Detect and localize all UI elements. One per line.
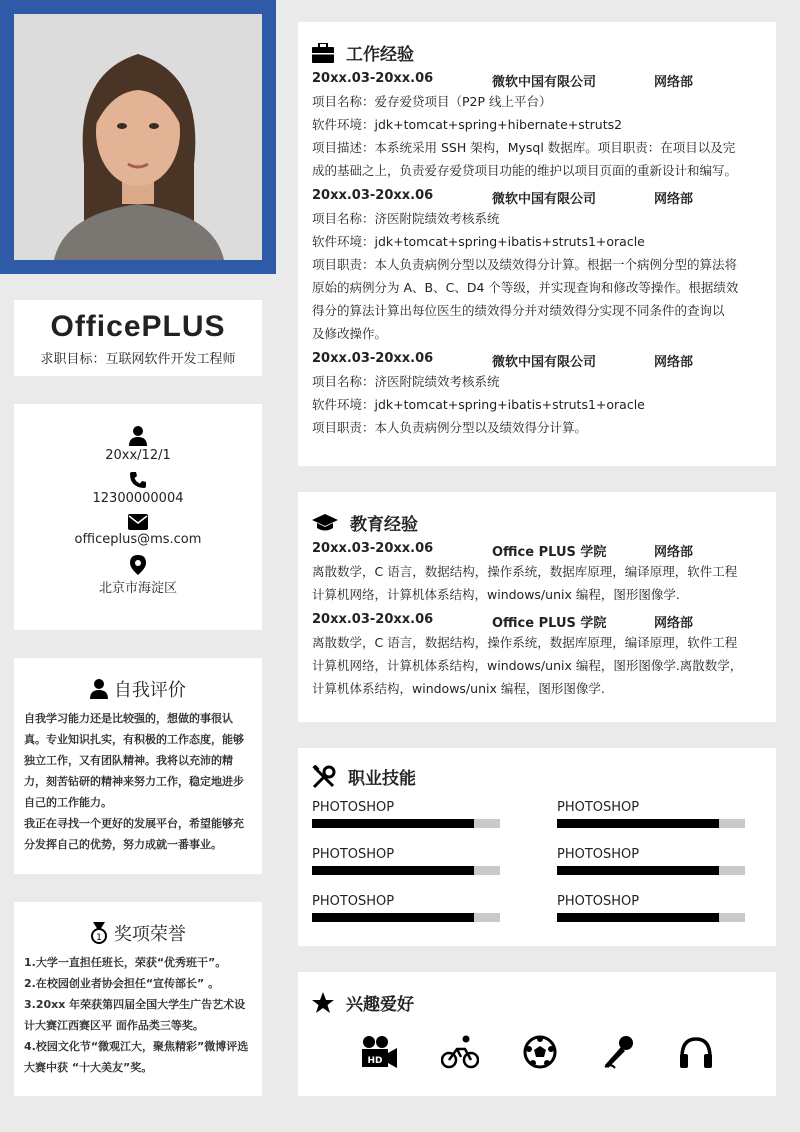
- edu-dept: 网络部: [654, 545, 694, 560]
- location-pin-icon: [130, 555, 146, 575]
- email-text: officeplus@ms.com: [74, 532, 202, 547]
- skill-bar-track: [312, 819, 500, 828]
- edu-line: 离散数学，C 语言，数据结构，操作系统，数据库原理，编译原理，软件工程: [312, 564, 738, 579]
- skill-bar-track: [312, 866, 500, 875]
- hobbies-heading: [298, 972, 776, 1015]
- skill-name: PHOTOSHOP: [557, 847, 640, 862]
- education-heading: [298, 492, 776, 535]
- contact-card: [14, 404, 262, 630]
- work-entry: [298, 71, 776, 182]
- self-evaluation-paragraph: 我正在寻找一个更好的发展平台，希望能够充分发挥自己的优势，努力成就一番事业。: [24, 817, 244, 851]
- education-entry: [298, 612, 776, 700]
- skill-item: [557, 894, 745, 922]
- skills-heading: [298, 748, 776, 789]
- work-line: 项目名称：济医附院绩效考核系统: [312, 211, 500, 226]
- skill-bar-fill: [557, 866, 719, 875]
- football-icon: [523, 1035, 557, 1069]
- work-line: 成的基础之上，负责爱存爱贷项目功能的维护以项目页面的重新设计和编写。: [312, 163, 738, 178]
- skill-name: PHOTOSHOP: [557, 800, 640, 815]
- work-period: 20xx.03-20xx.06: [312, 188, 434, 203]
- svg-text:HD: HD: [367, 1056, 383, 1066]
- edu-line: 计算机体系结构，windows/unix 编程，图形图像学.: [312, 681, 605, 696]
- award-item: 4.校园文化节“微观江大，聚焦精彩”微博评选大赛中获 “十大美友”奖。: [24, 1040, 249, 1074]
- work-line: 项目职责：本人负责病例分型以及绩效得分计算。根据一个病例分型的算法将: [312, 257, 738, 272]
- work-experience-heading: [298, 22, 776, 65]
- profile-name: OfficePLUS: [50, 310, 226, 343]
- profile-photo: [14, 14, 262, 260]
- movie-camera-icon: [360, 1035, 398, 1069]
- work-line: 项目职责：本人负责病例分型以及绩效得分计算。: [312, 420, 588, 435]
- work-company: 微软中国有限公司: [492, 192, 597, 207]
- work-company: 微软中国有限公司: [492, 75, 597, 90]
- self-evaluation-paragraph: 自我学习能力还是比较强的，想做的事很认真。专业知识扎实，有积极的工作态度，能够独立工作，又有团队精神。我将以充沛的精力，刻苦钻研的精神来努力工作，稳定地进步自己的工作能力。: [24, 712, 244, 809]
- work-line: 项目描述：本系统采用 SSH 架构，Mysql 数据库。项目职责：在项目以及完: [312, 140, 736, 155]
- awards-heading: [14, 920, 262, 946]
- edu-school: Office PLUS 学院: [492, 545, 607, 560]
- work-line: 软件环境：jdk+tomcat+spring+hibernate+struts2: [312, 117, 623, 132]
- education-section: [298, 492, 776, 722]
- edu-period: 20xx.03-20xx.06: [312, 612, 434, 627]
- work-line: 软件环境：jdk+tomcat+spring+ibatis+struts1+oracle: [312, 397, 645, 412]
- education-entry: [298, 541, 776, 606]
- awards-title: 奖项荣誉: [113, 924, 186, 945]
- contact-birthday: [14, 426, 262, 463]
- address-text: 北京市海淀区: [98, 581, 177, 596]
- work-dept: 网络部: [654, 355, 694, 370]
- hobbies-section: [298, 972, 776, 1096]
- tools-icon: [312, 765, 336, 789]
- edu-line: 离散数学，C 语言，数据结构，操作系统，数据库原理，编译原理，软件工程: [312, 635, 738, 650]
- awards-card: [14, 902, 262, 1096]
- contact-phone: [14, 471, 262, 506]
- medal-icon: [90, 922, 108, 944]
- work-line: 及修改操作。: [312, 326, 388, 341]
- skill-bar-fill: [312, 913, 474, 922]
- self-evaluation-text: [14, 702, 262, 855]
- hobbies-title: 兴趣爱好: [346, 995, 414, 1015]
- edu-line: 计算机网络，计算机体系结构，windows/unix 编程，图形图像学.: [312, 587, 680, 602]
- edu-school: Office PLUS 学院: [492, 616, 607, 631]
- skill-item: [557, 800, 745, 828]
- skill-name: PHOTOSHOP: [312, 847, 395, 862]
- work-line: 项目名称：济医附院绩效考核系统: [312, 374, 500, 389]
- awards-list: [14, 946, 262, 1078]
- contact-address: [14, 555, 262, 596]
- cycling-icon: [441, 1035, 479, 1069]
- skills-title: 职业技能: [348, 769, 416, 789]
- job-objective: 求职目标：互联网软件开发工程师: [40, 352, 236, 367]
- work-dept: 网络部: [654, 192, 694, 207]
- work-line: 项目名称：爱存爱贷项目（P2P 线上平台）: [312, 94, 552, 109]
- work-line: 原始的病例分为 A、B、C、D4 个等级，并实现查询和修改等操作。根据绩效: [312, 280, 739, 295]
- contact-email: [14, 514, 262, 547]
- skill-bar-fill: [557, 819, 719, 828]
- skill-name: PHOTOSHOP: [557, 894, 640, 909]
- skills-section: [298, 748, 776, 946]
- hobbies-icons: [298, 1035, 776, 1069]
- skill-bar-track: [557, 866, 745, 875]
- work-period: 20xx.03-20xx.06: [312, 71, 434, 86]
- work-period: 20xx.03-20xx.06: [312, 351, 434, 366]
- skill-name: PHOTOSHOP: [312, 800, 395, 815]
- skill-bar-fill: [312, 819, 474, 828]
- person-icon: [90, 679, 108, 699]
- skill-item: [312, 847, 500, 875]
- birthday-text: 20xx/12/1: [105, 448, 171, 463]
- skill-item: [312, 894, 500, 922]
- edu-line: 计算机网络，计算机体系结构，windows/unix 编程，图形图像学.离散数学，: [312, 658, 743, 673]
- skill-name: PHOTOSHOP: [312, 894, 395, 909]
- work-experience-title: 工作经验: [346, 45, 414, 65]
- skill-bar-track: [557, 819, 745, 828]
- self-evaluation-card: [14, 658, 262, 874]
- photo-frame: [0, 0, 276, 274]
- education-title: 教育经验: [350, 515, 418, 535]
- work-company: 微软中国有限公司: [492, 355, 597, 370]
- svg-text:1: 1: [96, 933, 102, 943]
- microphone-icon: [601, 1035, 635, 1069]
- work-line: 软件环境：jdk+tomcat+spring+ibatis+struts1+oracle: [312, 234, 645, 249]
- person-icon: [129, 426, 147, 446]
- work-experience-section: [298, 22, 776, 466]
- skill-item: [557, 847, 745, 875]
- skill-item: [312, 800, 500, 828]
- headphones-icon: [678, 1035, 714, 1069]
- award-item: 2.在校园创业者协会担任“宣传部长” 。: [24, 977, 220, 990]
- briefcase-icon: [312, 43, 334, 63]
- work-line: 得分的算法计算出每位医生的绩效得分并对绩效得分实现不同条件的查询以: [312, 303, 725, 318]
- skill-bar-fill: [312, 866, 474, 875]
- edu-dept: 网络部: [654, 616, 694, 631]
- skill-bar-track: [312, 913, 500, 922]
- skill-bar-fill: [557, 913, 719, 922]
- graduation-cap-icon: [312, 514, 338, 532]
- star-icon: [312, 992, 334, 1014]
- work-dept: 网络部: [654, 75, 694, 90]
- envelope-icon: [128, 514, 148, 530]
- phone-text: 12300000004: [92, 491, 184, 506]
- skill-bar-track: [557, 913, 745, 922]
- phone-icon: [129, 471, 147, 489]
- award-item: 3.20xx 年荣获第四届全国大学生广告艺术设计大赛江西赛区平 面作品类三等奖。: [24, 998, 246, 1032]
- self-evaluation-title: 自我评价: [113, 680, 186, 701]
- work-entry: [298, 188, 776, 345]
- award-item: 1.大学一直担任班长，荣获“优秀班干”。: [24, 956, 227, 969]
- self-evaluation-heading: [14, 676, 262, 702]
- edu-period: 20xx.03-20xx.06: [312, 541, 434, 556]
- name-card: [14, 300, 262, 376]
- work-entry: [298, 351, 776, 439]
